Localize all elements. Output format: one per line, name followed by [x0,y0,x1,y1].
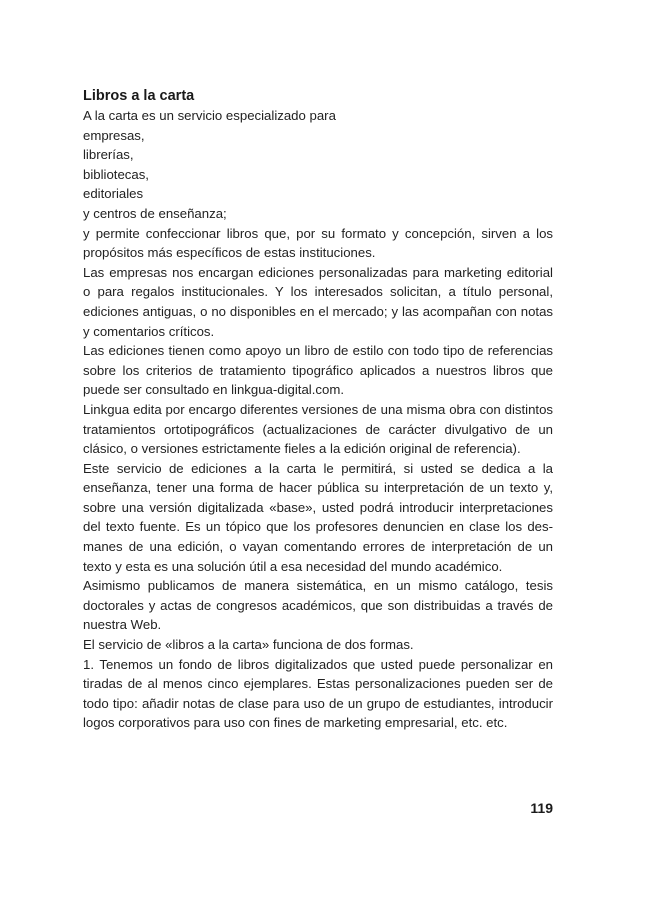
paragraph-4: Linkgua edita por encargo diferentes versiones de una misma obra con distintos tratamientos ortotipográficos (actualizaciones de carácter divulgativo de un clásico, o versiones estrictamente fieles a la edición original de referencia). [83,401,553,457]
intro-line-1: A la carta es un servicio especializado para [83,108,336,123]
paragraph-3: Las ediciones tienen como apoyo un libro de estilo con todo tipo de referencias sobre los criterios de tratamiento tipográfico aplicados a nuestros libros que puede ser consultado en linkgua-digital.com. [83,343,553,398]
page-number: 119 [530,800,553,816]
paragraph-5: Este servicio de ediciones a la carta le permitirá, si usted se dedica a la enseñanza, tener una forma de hacer pública su interpretación de un texto y, sobre una versión digitalizada «base», usted podrá introducir interpretaciones del texto fuente. Es un tópico que los profesores denuncien en clase los desmanes de una edición, o vayan comentando errores de interpretación de un texto y esta es una solución útil a esa necesidad del mundo académico. [83,460,553,574]
section-heading: Libros a la carta [83,88,195,104]
intro-line-6: y centros de enseñanza; [83,205,227,221]
paragraph-7: El servicio de «libros a la carta» funciona de dos formas. [83,637,414,653]
paragraph-6: Asimismo publicamos de manera sistemática, en un mismo catálogo, tesis doctorales y actas de congresos académicos, que son distribuidas a través de nuestra Web. [83,578,553,633]
intro-line-4: bibliotecas, [83,166,149,182]
paragraph-2: Las empresas nos encargan ediciones personalizadas para marketing editorial o para regalos institucionales. Y los interesados solicitan, a título personal, ediciones antiguas, o no disponibles en el mercado; y las acompañan con notas y comentarios críticos. [83,264,553,339]
page-body [83,86,553,733]
paragraph-8: 1. Tenemos un fondo de libros digitalizados que usted puede personalizar en tiradas de al menos cinco ejemplares. Estas personalizaciones pueden ser de todo tipo: añadir notas de clase para uso de un grupo de estudiantes, introducir logos corporativos para uso con fines de marketing empresarial, etc. etc. [83,656,553,731]
intro-line-2: empresas, [83,127,145,143]
intro-line-3: librerías, [83,147,134,163]
paragraph-1: y permite confeccionar libros que, por su formato y concepción, sirven a los propósitos más específicos de estas instituciones. [83,225,553,261]
intro-line-5: editoriales [83,186,144,202]
